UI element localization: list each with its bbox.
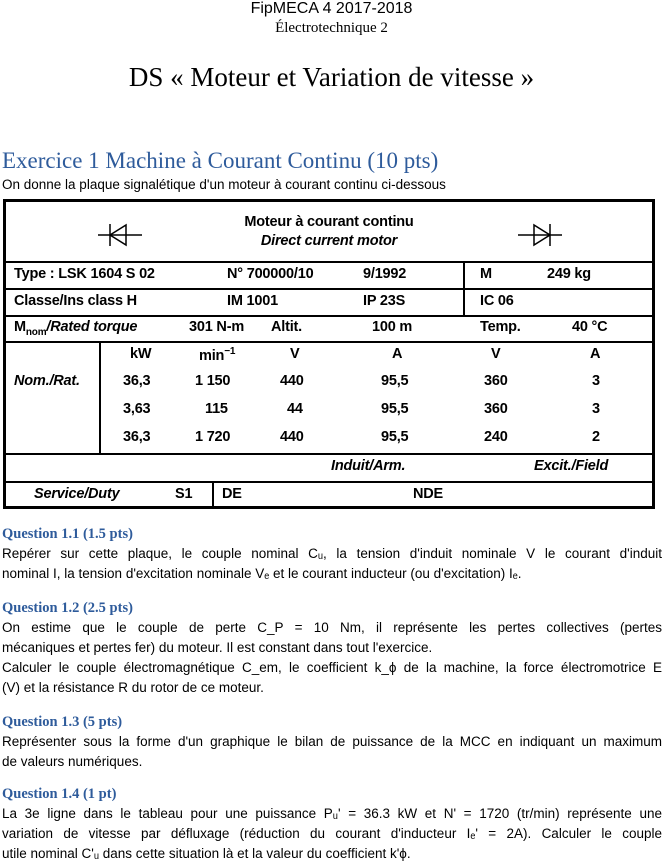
plate-cell: 1 150 xyxy=(195,373,231,389)
question-line: Représenter sous la forme d'un graphique le bilan de puissance de la MCC en indiquant un maximum xyxy=(2,734,662,749)
plate-rows-label: Nom./Rat. xyxy=(14,373,80,389)
plate-mass-label: M xyxy=(480,266,492,282)
question-line: On estime que le couple de perte C_P = 10 Nm, il représente les pertes collectives (pertes xyxy=(2,620,662,635)
plate-mass: 249 kg xyxy=(547,266,591,282)
question-1-4 xyxy=(2,784,662,864)
course-subtitle: Électrotechnique 2 xyxy=(275,20,388,36)
plate-temp-label: Temp. xyxy=(480,319,521,335)
question-1-1 xyxy=(2,524,662,584)
plate-ip: IP 23S xyxy=(363,293,406,309)
plate-cell: 36,3 xyxy=(123,373,151,389)
plate-de: DE xyxy=(222,486,242,502)
question-line: La 3e ligne dans le tableau pour une puissance Pᵤ' = 36.3 kW et N' = 1720 (tr/min) représente une xyxy=(2,806,662,821)
plate-heading-fr: Moteur à courant continu xyxy=(244,214,414,230)
question-line: variation de vitesse par défluxage (réduction du courant d'inducteur Iₑ' = 2A). Calculer le couple xyxy=(2,826,662,841)
plate-unit-v2: V xyxy=(491,346,501,362)
plate-cell: 44 xyxy=(287,401,303,417)
plate-cell: 360 xyxy=(484,373,508,389)
plate-cell: 95,5 xyxy=(381,373,409,389)
plate-serial: N° 700000/10 xyxy=(227,266,314,282)
plate-unit-v1: V xyxy=(290,346,300,362)
question-title: Question 1.4 (1 pt) xyxy=(2,786,117,802)
plate-cell: 360 xyxy=(484,401,508,417)
exercise-intro: On donne la plaque signalétique d'un moteur à courant continu ci-dessous xyxy=(2,177,446,192)
question-title: Question 1.3 (5 pts) xyxy=(2,714,123,730)
plate-class: Classe/Ins class H xyxy=(14,293,137,309)
plate-cell: 440 xyxy=(280,429,304,445)
plate-altit: 100 m xyxy=(372,319,413,335)
plate-cell: 95,5 xyxy=(381,429,409,445)
plate-torque-label: $M_{nom}$/Rated torque xyxy=(14,319,138,338)
plate-cell: 36,3 xyxy=(123,429,151,445)
plate-date: 9/1992 xyxy=(363,266,407,282)
plate-unit-kw: kW xyxy=(130,346,152,362)
question-line: nominal I, la tension d'excitation nominale Vₑ et le courant inducteur (ou d'excitation) Iₑ. xyxy=(2,566,522,581)
exercise-title: Exercice 1 Machine à Courant Continu (10 pts) xyxy=(2,148,439,173)
plate-type: Type : LSK 1604 S 02 xyxy=(14,266,155,282)
plate-cell: 3 xyxy=(592,401,600,417)
question-line: Repérer sur cette plaque, le couple nominal Cᵤ, la tension d'induit nominale V le courant d'induit xyxy=(2,546,662,561)
plate-im: IM 1001 xyxy=(227,293,278,309)
plate-cell: 240 xyxy=(484,429,508,445)
plate-induit: Induit/Arm. xyxy=(331,458,406,474)
plate-heading-en: Direct current motor xyxy=(260,233,398,249)
plate-altit-label: Altit. xyxy=(271,319,303,335)
course-header: FipMECA 4 2017-2018 xyxy=(250,0,413,17)
plate-cell: 2 xyxy=(592,429,600,445)
question-1-2 xyxy=(2,598,662,698)
plate-nde: NDE xyxy=(413,486,444,502)
plate-cell: 1 720 xyxy=(195,429,231,445)
plate-cell: 115 xyxy=(205,401,228,417)
plate-cell: 440 xyxy=(280,373,304,389)
plate-service: Service/Duty xyxy=(34,486,120,502)
plate-unit-a2: A xyxy=(590,346,601,362)
question-line: de valeurs numériques. xyxy=(2,754,143,769)
plate-cell: 3 xyxy=(592,373,600,389)
page-title: DS « Moteur et Variation de vitesse » xyxy=(128,62,535,92)
question-line: Calculer le couple électromagnétique C_em, le coefficient k_ϕ de la machine, la force électromotrice E xyxy=(2,660,662,675)
plate-unit-a1: A xyxy=(392,346,403,362)
question-line: (V) et la résistance R du rotor de ce moteur. xyxy=(2,680,264,695)
question-title: Question 1.1 (1.5 pts) xyxy=(2,526,133,542)
plate-temp: 40 °C xyxy=(572,319,608,335)
question-1-3 xyxy=(2,712,662,772)
motor-nameplate xyxy=(3,199,655,509)
plate-s1: S1 xyxy=(175,486,193,502)
plate-cell: 3,63 xyxy=(123,401,151,417)
plate-unit-min: $\min^{-1}$ xyxy=(199,346,236,364)
question-line: mécaniques et pertes fer) du moteur. Il est constant dans tout l'exercice. xyxy=(2,640,433,655)
question-line: utile nominal C'ᵤ dans cette situation là et la valeur du coefficient k'ϕ. xyxy=(2,846,411,861)
plate-ic: IC 06 xyxy=(480,293,514,309)
plate-excit: Excit./Field xyxy=(534,458,609,474)
plate-torque: 301 N-m xyxy=(189,319,245,335)
plate-cell: 95,5 xyxy=(381,401,409,417)
question-title: Question 1.2 (2.5 pts) xyxy=(2,600,133,616)
